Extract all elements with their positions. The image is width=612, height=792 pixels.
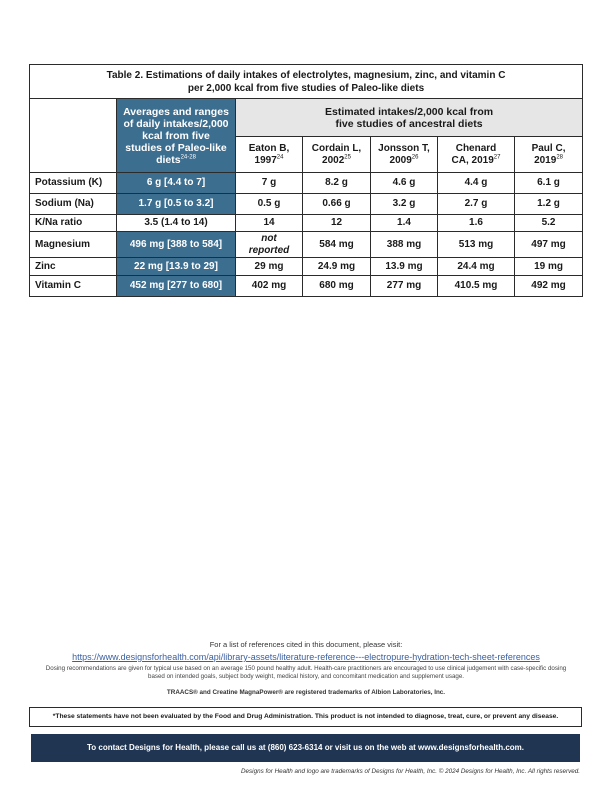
column-header-paul [515,137,583,173]
row-label: Potassium (K) [30,173,117,194]
value-cell: 2.7 g [438,194,515,215]
value-cell: 7 g [236,173,303,194]
value-cell: 24.9 mg [303,258,371,276]
row-label: Zinc [30,258,117,276]
value-cell: 29 mg [236,258,303,276]
column-header-line1: Paul C, [531,142,566,154]
estimated-header-line2: five studies of ancestral diets [335,117,483,130]
registered-trademarks-note: TRAACS® and Creatine MagnaPower® are registered trademarks of Albion Laboratories, Inc. [166,689,446,696]
empty-corner-cell [30,99,117,173]
dosing-disclaimer: Dosing recommendations are given for typical use based on an average 150 pound healthy adult. Health-care practitioners are encouraged to use clinical judgement with case-specific dosing based on intended goals, subject body weight, medical history, and concomitant medication and supplement usage. [45,665,567,680]
value-cell: 8.2 g [303,173,371,194]
averages-header-sup: 24-28 [180,154,196,160]
value-cell: 388 mg [371,232,438,258]
row-label: Magnesium [30,232,117,258]
value-cell: 4.4 g [438,173,515,194]
value-cell: 19 mg [515,258,583,276]
average-cell: 6 g [4.4 to 7] [117,173,236,194]
fda-disclaimer-text: *These statements have not been evaluated by the Food and Drug Administration. This product is not intended to diagnose, treat, cure, or prevent any disease. [52,713,559,720]
row-label: Vitamin C [30,276,117,297]
estimated-header [236,99,583,137]
value-cell: 492 mg [515,276,583,297]
fda-disclaimer-box [29,707,582,727]
value-cell: 3.2 g [371,194,438,215]
value-cell: 14 [236,215,303,232]
column-header-line1: Jonsson T, [378,142,430,154]
column-header-eaton [236,137,303,173]
row-label: K/Na ratio [30,215,117,232]
references-link[interactable]: https://www.designsforhealth.com/api/library-assets/literature-reference---electropure-hydration-tech-sheet-references [72,652,540,662]
column-header-line2: 1997 [254,154,277,166]
value-cell: 277 mg [371,276,438,297]
nutrient-table [29,64,583,297]
value-cell: 1.4 [371,215,438,232]
value-cell: 0.66 g [303,194,371,215]
averages-header-text: Averages and ranges of daily intakes/2,000 kcal from five studies of Paleo-like diets [123,105,229,166]
estimated-header-line1: Estimated intakes/2,000 kcal from [324,105,494,118]
column-header-chenard [438,137,515,173]
value-cell-not-reported: not reported [236,232,303,258]
column-header-sup: 26 [411,154,419,161]
table-title [30,65,583,99]
column-header-line2: CA, 2019 [451,154,494,166]
column-header-line1: Eaton B, [248,142,290,154]
column-header-sup: 24 [276,154,284,161]
average-cell: 452 mg [277 to 680] [117,276,236,297]
value-cell: 513 mg [438,232,515,258]
averages-header [117,99,236,173]
copyright-line: Designs for Health and logo are trademarks of Designs for Health, Inc. © 2024 Designs for Health, Inc. All rights reserved. [240,768,580,775]
table-row [30,232,583,258]
value-cell: 4.6 g [371,173,438,194]
value-cell: 0.5 g [236,194,303,215]
value-cell: 497 mg [515,232,583,258]
table-row [30,276,583,297]
table-row [30,173,583,194]
contact-banner [31,734,580,762]
value-cell: 680 mg [303,276,371,297]
table-row [30,215,583,232]
column-header-cordain [303,137,371,173]
value-cell: 402 mg [236,276,303,297]
value-cell: 12 [303,215,371,232]
value-cell: 1.6 [438,215,515,232]
row-label: Sodium (Na) [30,194,117,215]
average-cell: 22 mg [13.9 to 29] [117,258,236,276]
references-note: For a list of references cited in this document, please visit: [209,640,403,649]
column-header-sup: 25 [344,154,351,161]
table-row [30,194,583,215]
contact-text: To contact Designs for Health, please call us at (860) 623-6314 or visit us on the web at www.designsforhealth.com. [86,743,524,752]
table-title-line1: Table 2. Estimations of daily intakes of electrolytes, magnesium, zinc, and vitamin C [106,69,506,81]
column-header-line2: 2002 [322,154,345,166]
value-cell: 13.9 mg [371,258,438,276]
value-cell: 1.2 g [515,194,583,215]
table-row [30,258,583,276]
column-header-line1: Chenard [455,142,497,154]
column-header-jonsson [371,137,438,173]
value-cell: 24.4 mg [438,258,515,276]
column-header-line1: Cordain L, [311,142,362,154]
column-header-sup: 27 [493,154,501,161]
table-title-line2: per 2,000 kcal from five studies of Paleo-like diets [187,82,425,94]
column-header-sup: 28 [556,154,563,161]
value-cell: 410.5 mg [438,276,515,297]
nutrient-table-container [29,64,582,297]
value-cell: 5.2 [515,215,583,232]
average-cell: 1.7 g [0.5 to 3.2] [117,194,236,215]
value-cell: 6.1 g [515,173,583,194]
value-cell: 584 mg [303,232,371,258]
average-cell: 496 mg [388 to 584] [117,232,236,258]
column-header-line2: 2009 [389,154,412,166]
column-header-line2: 2019 [534,154,557,166]
average-cell: 3.5 (1.4 to 14) [117,215,236,232]
